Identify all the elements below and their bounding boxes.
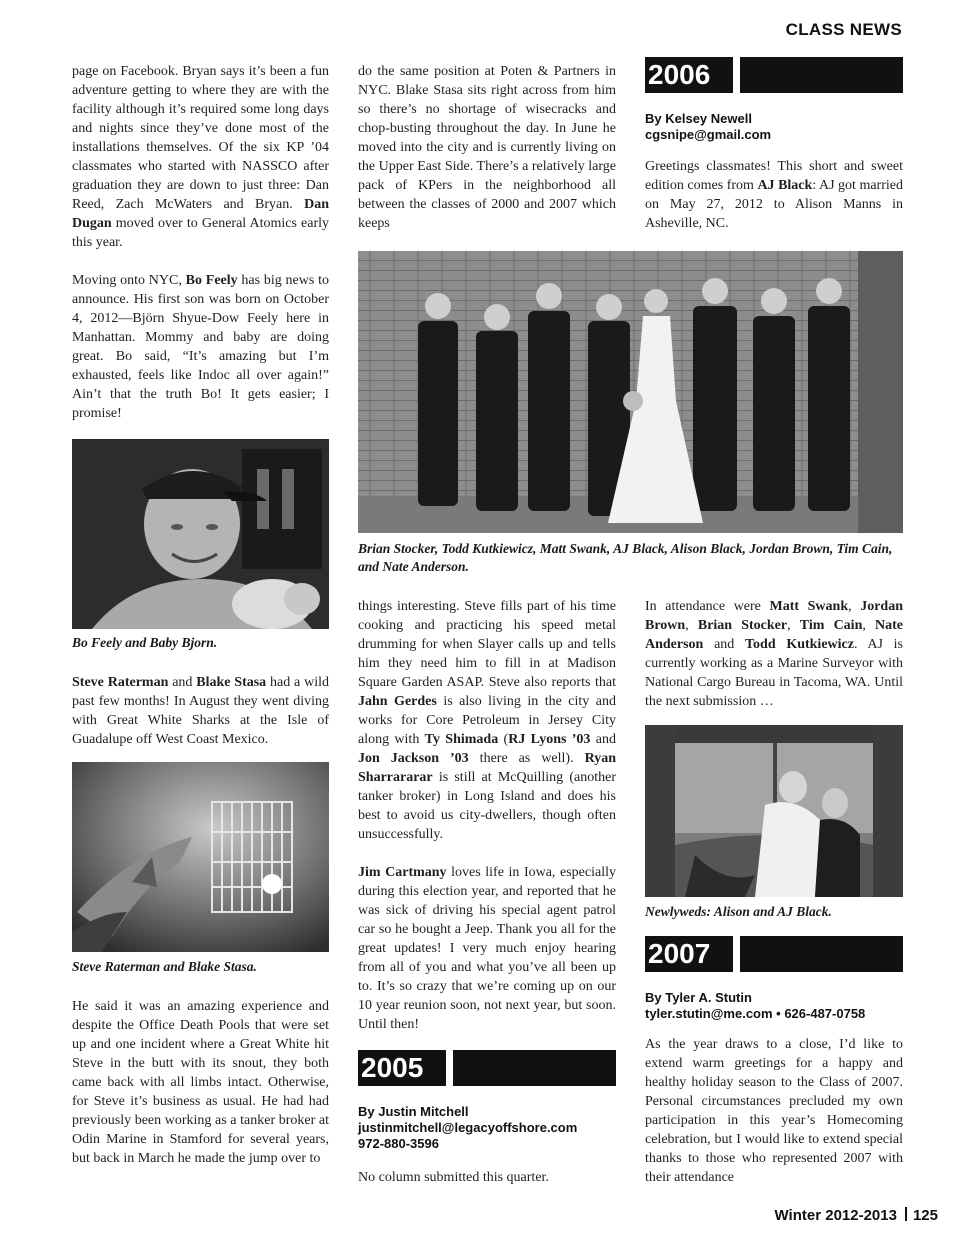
year-banner-2007	[645, 936, 903, 972]
photo-caption: Bo Feely and Baby Bjorn.	[72, 635, 218, 650]
year-label: 2005	[358, 1050, 446, 1086]
paragraph: things interesting. Steve fills part of his time cooking and practicing his speed metal drumming for when Slayer calls up and tells him they need him to fill in at Madison Square Garden ASAP. Steve also reports that Jahn Gerdes is also living in the city and works for Core Petroleum in Jersey City along with Ty Shimada (RJ Lyons ’03 and Jon Jackson ’03 there as well). Ryan Sharrararar is still at McQuilling (another tanker broker) in Long Island and does his best to avoid us city-dwellers, though often unsuccessfully.	[358, 599, 616, 842]
paragraph: Greetings classmates! This short and sweet edition comes from AJ Black: AJ got married on May 27, 2012 to Alison Manns in Asheville, NC.	[645, 159, 903, 231]
banner-bar	[453, 1050, 616, 1086]
byline-2005	[358, 1104, 616, 1152]
paragraph: No column submitted this quarter.	[358, 1170, 549, 1185]
photo-caption: Newlyweds: Alison and AJ Black.	[645, 904, 832, 919]
year-label: 2007	[645, 936, 733, 972]
column-1-top	[72, 62, 329, 423]
page-number: 125	[912, 1207, 938, 1224]
photo-bo-feely-and-baby	[72, 439, 329, 629]
column-2006-bottom	[645, 597, 903, 711]
paragraph: Steve Raterman and Blake Stasa had a wild past few months! In August they went diving with Great White Sharks at the Isle of Guadalupe off West Coast Mexico.	[72, 675, 329, 747]
year-banner-2005	[358, 1050, 616, 1086]
phone: 972-880-3596	[358, 1136, 439, 1151]
byline-2007	[645, 990, 903, 1022]
paragraph: In attendance were Matt Swank, Jordan Brown, Brian Stocker, Tim Cain, Nate Anderson and Todd Kutkiewicz. AJ is currently working as a Marine Surveyor with National Cargo Bureau in Tacoma, WA. Until the next submission …	[645, 599, 904, 709]
paragraph: page on Facebook. Bryan says it’s been a fun adventure getting to where they are with the facility although it’s required some long days and nights since they’ve done most of the installations themselves. Of the six KP ’04 classmates who started with NASSCO after graduation they are down to just three: Dan Reed, Zach McWaters and Bryan. Dan Dugan moved over to General Atomics early this year.	[72, 64, 330, 250]
banner-bar	[740, 936, 903, 972]
paragraph: He said it was an amazing experience and despite the Office Death Pools that were set up and one incident where a Great White hit Steve in the butt with its snout, they both came back with all limbs intact. Otherwise, for Steve it’s business as usual. He had had previously been working as a tanker broker at Odin Marine in Stamford for several years, but back in March he made the jump over to	[72, 999, 329, 1166]
column-2005-text	[358, 1168, 616, 1187]
photo-newlyweds	[645, 725, 903, 897]
photo-wedding-party	[358, 251, 903, 533]
email: justinmitchell@legacyoffshore.com	[358, 1120, 578, 1135]
paragraph: Jim Cartmany loves life in Iowa, especially during this election year, and reported that he was sick of driving his special agent patrol car so he bought a Jeep. Thank you all for the great updates! I very much enjoy hearing from all of you and what you’ve all been up to. It’s so crazy that we’re coming up on our 10 year reunion soon, not next year, but soon. Until then!	[358, 865, 616, 1032]
author: By Kelsey Newell	[645, 111, 752, 126]
paragraph: As the year draws to a close, I’d like to extend warm greetings for a happy and healthy holiday season to the Class of 2007. Personal circumstances precluded my own participation in this year’s Homecoming celebration, but I would like to extend special thanks to those who represented 2007 with their attendance	[645, 1037, 903, 1185]
year-banner-2006	[645, 57, 903, 93]
column-2006-top	[645, 157, 903, 233]
column-1-bottom	[72, 997, 329, 1168]
banner-bar	[740, 57, 903, 93]
photo-shark-cage-dive	[72, 762, 329, 952]
column-2-top	[358, 62, 616, 233]
byline-2006	[645, 111, 903, 143]
issue-label: Winter 2012-2013	[774, 1207, 897, 1224]
author: By Justin Mitchell	[358, 1104, 469, 1119]
section-label: CLASS NEWS	[785, 20, 902, 39]
contact: tyler.stutin@me.com • 626-487-0758	[645, 1006, 866, 1021]
column-2007-text	[645, 1035, 903, 1187]
paragraph: do the same position at Poten & Partners in NYC. Blake Stasa sits right across from him so there’s no shortage of wisecracks and chop-busting throughout the day. In June he moved into the city and is currently living on the Upper East Side. There’s a relatively large pack of KPers in the neighborhood all between the classes of 2000 and 2007 which keeps	[358, 64, 616, 231]
paragraph: Moving onto NYC, Bo Feely has big news to announce. His first son was born on October 4, 2012—Björn Shyue-Dow Feely here in Manhattan. Mommy and baby are doing great. Bo said, “It’s amazing but I’m exhausted, feels like Indoc all over again!” Ain’t that the truth Bo! It gets easier; I promise!	[72, 273, 329, 421]
photo-caption: Steve Raterman and Blake Stasa.	[72, 959, 257, 974]
page-footer	[775, 1207, 938, 1224]
photo-caption: Brian Stocker, Todd Kutkiewicz, Matt Swank, AJ Black, Alison Black, Jordan Brown, Tim Cain, and Nate Anderson.	[358, 541, 893, 574]
column-2-bottom	[358, 597, 616, 1034]
year-label: 2006	[645, 57, 733, 93]
author: By Tyler A. Stutin	[645, 990, 752, 1005]
email: cgsnipe@gmail.com	[645, 127, 772, 142]
column-1-middle	[72, 673, 329, 749]
footer-separator	[905, 1207, 907, 1221]
